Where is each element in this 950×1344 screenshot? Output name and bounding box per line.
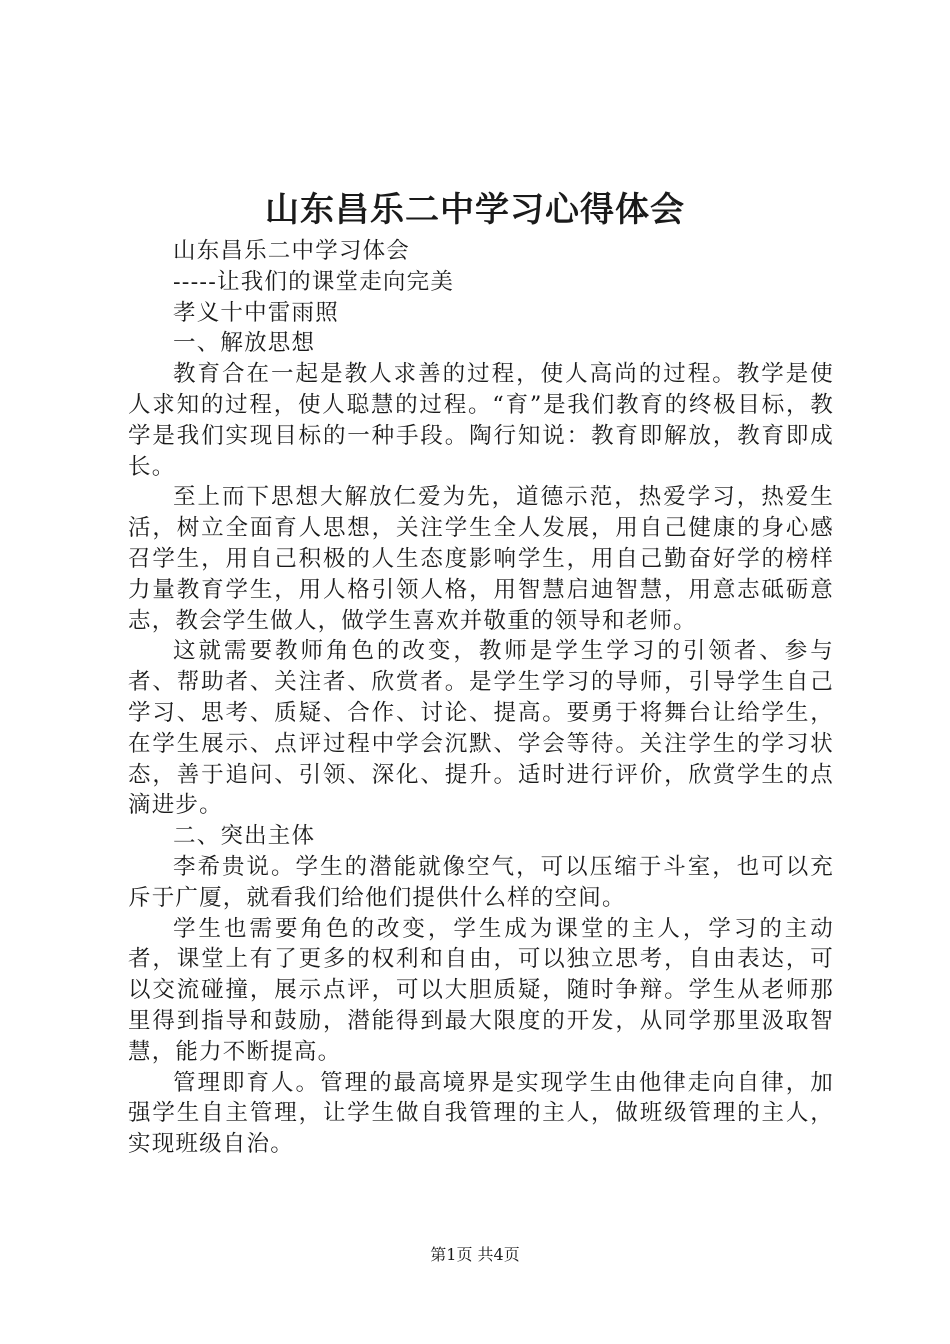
- document-body: [128, 236, 834, 1160]
- author-line: 孝义十中雷雨照: [173, 299, 339, 326]
- section-heading-1: 一、解放思想: [173, 330, 316, 357]
- paragraph: 管理即育人。管理的最高境界是实现学生由他律走向自律，加强学生自主管理，让学生做自我管理的主人，做班级管理的主人，实现班级自治。: [128, 1069, 834, 1158]
- subtitle-tagline: -----让我们的课堂走向完美: [173, 268, 455, 295]
- paragraph: 这就需要教师角色的改变，教师是学生学习的引领者、参与者、帮助者、关注者、欣赏者。是学生学习的导师，引导学生自己学习、思考、质疑、合作、讨论、提高。要勇于将舞台让给学生，在学生展示、点评过程中学会沉默、学会等待。关注学生的学习状态，善于追问、引领、深化、提升。适时进行评价，欣赏学生的点滴进步。: [128, 638, 834, 819]
- paragraph: 学生也需要角色的改变，学生成为课堂的主人，学习的主动者，课堂上有了更多的权利和自由，可以独立思考，自由表达，可以交流碰撞，展示点评，可以大胆质疑，随时争辩。学生从老师那里得到指导和鼓励，潜能得到最大限度的开发，从同学那里汲取智慧，能力不断提高。: [128, 915, 834, 1065]
- paragraph: 至上而下思想大解放仁爱为先，道德示范，热爱学习，热爱生活，树立全面育人思想，关注学生全人发展，用自己健康的身心感召学生，用自己积极的人生态度影响学生，用自己勤奋好学的榜样力量教育学生，用人格引领人格，用智慧启迪智慧，用意志砥砺意志，教会学生做人，做学生喜欢并敬重的领导和老师。: [128, 484, 834, 634]
- paragraph: 李希贵说。学生的潜能就像空气，可以压缩于斗室，也可以充斥于广厦，就看我们给他们提供什么样的空间。: [128, 853, 834, 911]
- subtitle: 山东昌乐二中学习体会: [173, 238, 411, 264]
- paragraph: 教育合在一起是教人求善的过程，使人高尚的过程。教学是使人求知的过程，使人聪慧的过程。“育”是我们教育的终极目标，教学是我们实现目标的一种手段。陶行知说：教育即解放，教育即成长。: [128, 361, 834, 480]
- section-heading-2: 二、突出主体: [173, 823, 316, 850]
- document-title: 山东昌乐二中学习心得体会: [265, 190, 685, 230]
- page-footer: 第1页 共4页: [430, 1245, 520, 1264]
